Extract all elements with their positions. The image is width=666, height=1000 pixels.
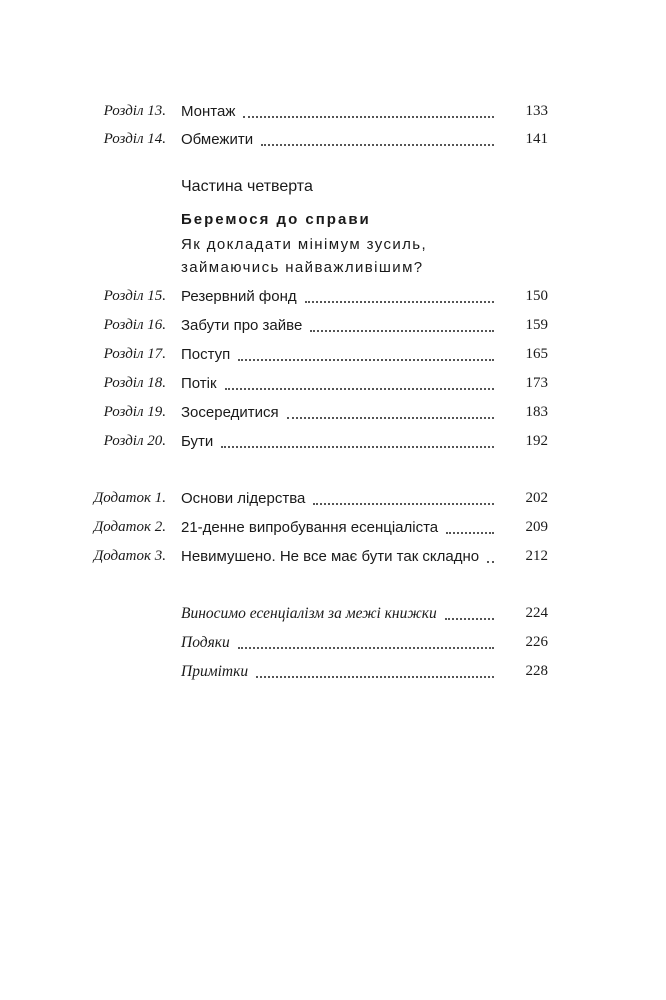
dot-leader bbox=[487, 561, 494, 563]
appendix-label: Додаток 2. bbox=[93, 519, 166, 535]
toc-row-appendix-2 bbox=[0, 517, 666, 541]
page-number: 202 bbox=[525, 490, 548, 506]
toc-row-chapter-15 bbox=[0, 286, 666, 310]
page-number: 224 bbox=[525, 605, 548, 621]
toc-row-notes bbox=[0, 661, 666, 685]
dot-leader bbox=[225, 388, 494, 390]
toc-row-chapter-17 bbox=[0, 344, 666, 368]
toc-row-chapter-16 bbox=[0, 315, 666, 339]
chapter-title: Забути про зайве bbox=[181, 317, 303, 334]
dot-leader bbox=[446, 532, 494, 534]
chapter-title: Обмежити bbox=[181, 131, 254, 148]
chapter-title: Потік bbox=[181, 375, 217, 392]
dot-leader bbox=[243, 116, 494, 118]
dot-leader bbox=[221, 446, 494, 448]
chapter-label: Розділ 14. bbox=[103, 131, 166, 147]
page-number: 141 bbox=[525, 131, 548, 147]
appendix-title: Основи лідерства bbox=[181, 490, 306, 507]
page-number: 159 bbox=[525, 317, 548, 333]
page-number: 212 bbox=[525, 548, 548, 564]
chapter-title: Монтаж bbox=[181, 103, 236, 120]
toc-row-chapter-13 bbox=[0, 101, 666, 125]
toc-row-chapter-18 bbox=[0, 373, 666, 397]
chapter-label: Розділ 13. bbox=[103, 103, 166, 119]
part-label: Частина четверта bbox=[181, 178, 313, 195]
page-number: 165 bbox=[525, 346, 548, 362]
toc-row-chapter-20 bbox=[0, 431, 666, 455]
page-number: 228 bbox=[525, 663, 548, 679]
appendix-title: 21-денне випробування есенціаліста bbox=[181, 519, 439, 536]
toc-row-appendix-1 bbox=[0, 488, 666, 512]
chapter-label: Розділ 17. bbox=[103, 346, 166, 362]
chapter-label: Розділ 18. bbox=[103, 375, 166, 391]
appendix-label: Додаток 3. bbox=[93, 548, 166, 564]
part-subtitle-line-1: Як докладати мінімум зусиль, bbox=[181, 236, 428, 253]
chapter-title: Поступ bbox=[181, 346, 231, 363]
toc-row-acknowledgements bbox=[0, 632, 666, 656]
chapter-title: Резервний фонд bbox=[181, 288, 297, 305]
dot-leader bbox=[287, 417, 494, 419]
page-number: 133 bbox=[525, 103, 548, 119]
toc-row-chapter-14 bbox=[0, 129, 666, 153]
chapter-label: Розділ 20. bbox=[103, 433, 166, 449]
toc-row-beyond-book bbox=[0, 603, 666, 627]
backmatter-title: Подяки bbox=[181, 634, 230, 651]
chapter-label: Розділ 19. bbox=[103, 404, 166, 420]
chapter-label: Розділ 15. bbox=[103, 288, 166, 304]
dot-leader bbox=[305, 301, 494, 303]
page-number: 150 bbox=[525, 288, 548, 304]
page-number: 183 bbox=[525, 404, 548, 420]
appendix-label: Додаток 1. bbox=[93, 490, 166, 506]
backmatter-title: Виносимо есенціалізм за межі книжки bbox=[181, 605, 437, 622]
chapter-title: Бути bbox=[181, 433, 214, 450]
dot-leader bbox=[310, 330, 494, 332]
dot-leader bbox=[445, 618, 494, 620]
part-subtitle-line-2: займаючись найважливішим? bbox=[181, 259, 424, 276]
dot-leader bbox=[238, 359, 494, 361]
toc-row-chapter-19 bbox=[0, 402, 666, 426]
page-number: 173 bbox=[525, 375, 548, 391]
dot-leader bbox=[256, 676, 494, 678]
chapter-title: Зосередитися bbox=[181, 404, 279, 421]
toc-row-appendix-3 bbox=[0, 546, 666, 570]
page-number: 209 bbox=[525, 519, 548, 535]
dot-leader bbox=[261, 144, 494, 146]
dot-leader bbox=[238, 647, 494, 649]
backmatter-title: Примітки bbox=[181, 663, 249, 680]
dot-leader bbox=[313, 503, 494, 505]
appendix-title: Невимушено. Не все має бути так складно bbox=[181, 548, 480, 565]
chapter-label: Розділ 16. bbox=[103, 317, 166, 333]
page-number: 192 bbox=[525, 433, 548, 449]
part-title: Беремося до справи bbox=[181, 211, 371, 228]
page-number: 226 bbox=[525, 634, 548, 650]
